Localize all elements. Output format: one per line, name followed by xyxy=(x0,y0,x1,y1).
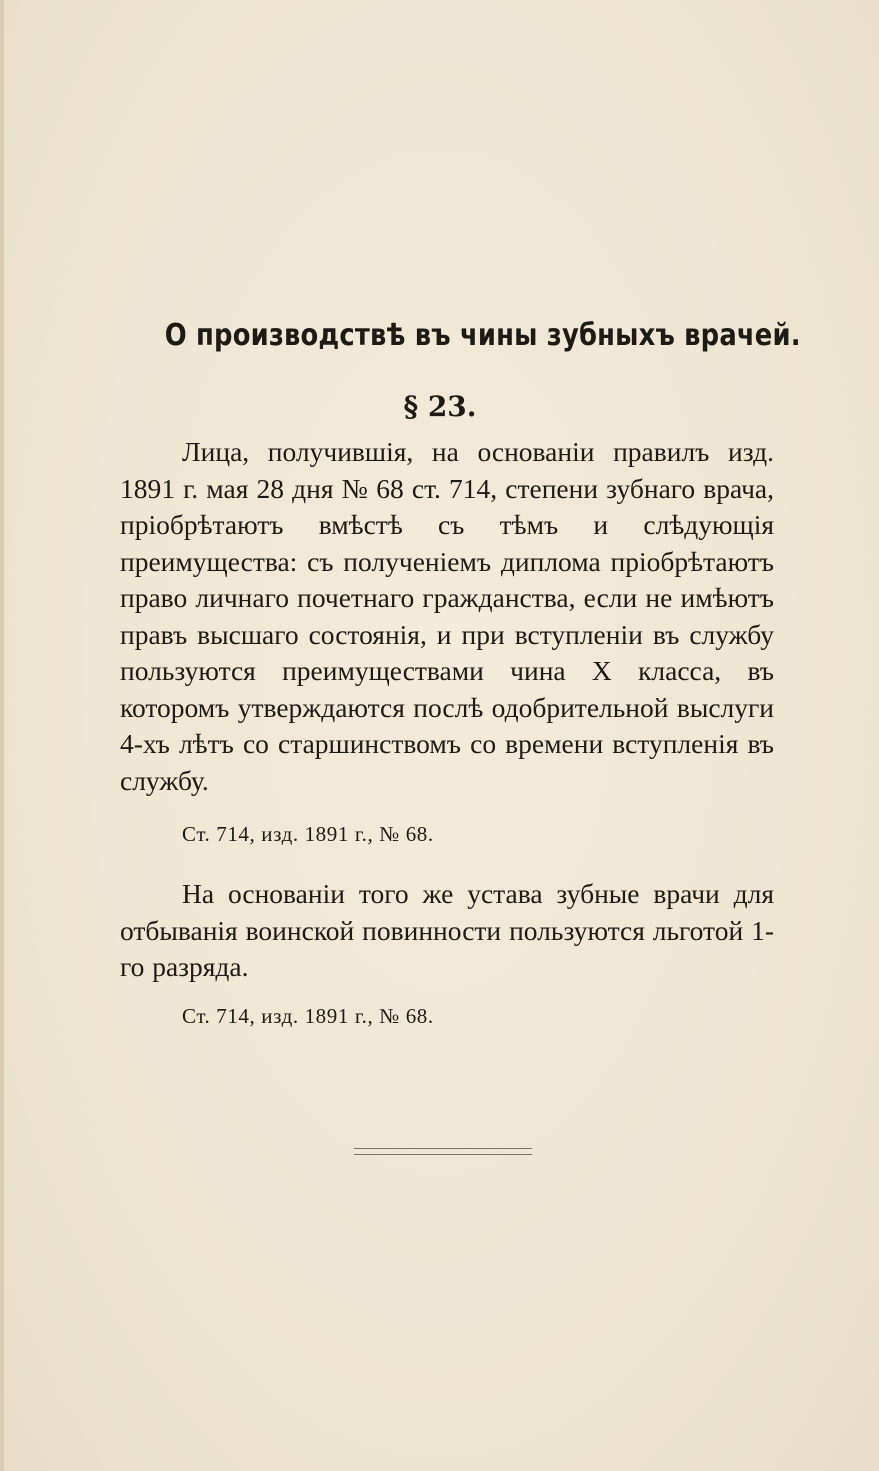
section-divider xyxy=(354,1148,532,1155)
main-paragraph: Лица, получившія, на основаніи правилъ изд. 1891 г. мая 28 дня № 68 ст. 714, степени зубнаго врача, пріобрѣтаютъ вмѣстѣ съ тѣмъ и слѣдующія преимущества: съ полученіемъ диплома пріобрѣтаютъ право личнаго почетнаго гражданства, если не имѣютъ правъ высшаго состоянія, и при вступленіи въ службу пользуются преимуществами чина X класса, въ которомъ утверждаются послѣ одобрительной выслуги 4-хъ лѣтъ со старшинствомъ со времени вступленія въ службу. xyxy=(120,436,774,796)
section-number: § 23. xyxy=(403,390,477,423)
chapter-heading: О производствѣ въ чины зубныхъ врачей. xyxy=(164,318,801,353)
second-paragraph: На основаніи того же устава зубные врачи для отбыванія воинской повинности пользуются льготой 1-го разряда. xyxy=(120,878,774,982)
page-edge xyxy=(0,0,4,1471)
legal-citation: Ст. 714, изд. 1891 г., № 68. xyxy=(182,822,434,846)
legal-citation-second: Ст. 714, изд. 1891 г., № 68. xyxy=(182,1004,434,1028)
